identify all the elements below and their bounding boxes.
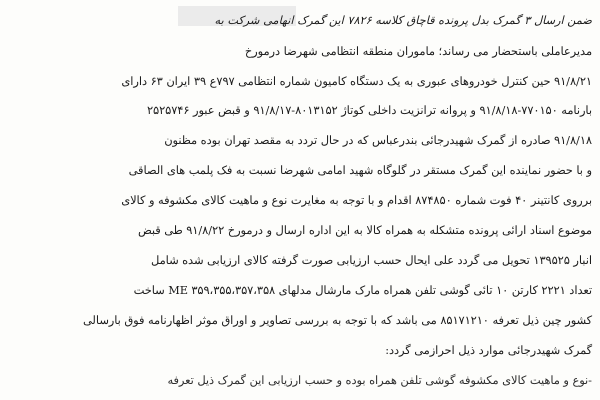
doc-line-5: ۹۱/۸/۱۸ صادره از گمرک شهیدرجائی بندرعباس که در حال تردد به مقصد تهران بوده مظنون [164,134,592,147]
doc-line-7: برروی کانتینر ۴۰ فوت شماره ۸۷۴۸۵۰ اقدام و با توجه به مغایرت نوع و ماهیت کالای مکشوفه و کالای [121,194,592,207]
doc-line-1: ضمن ارسال ۳ گمرک بدل پرونده قاچاق کلاسه ۷۸۲۶ این گمرک انهامی شرکت به [214,14,592,27]
doc-line-9: انبار ۱۳۹۵۲۵ تحویل می گردد علی ایحال حسب ارزیابی صورت گرفته کالای ارزیابی شده شامل [151,254,592,267]
doc-line-4: بارنامه ۷۷۰۱۵۰-۹۱/۸/۱۸ و پروانه ترانزیت داخلی کوتاژ ۸۰۱۳۱۵۲-۹۱/۸/۱۷ و قبض عبور ۲۵۲۵۷۴۶ [146,104,592,117]
doc-line-13: -نوع و ماهیت کالای مکشوفه گوشی تلفن همراه بوده و حسب ارزیابی این گمرک ذیل تعرفه [167,374,592,387]
doc-line-8: موضوع اسناد ارائی پرونده متشکله به همراه کالا به این اداره ارسال و درمورخ ۹۱/۸/۲۲ طی قبض [137,224,592,237]
doc-line-11: کشور چین ذیل تعرفه ۸۵۱۷۱۲۱۰ می باشد که با توجه به بررسی تصاویر و اوراق موثر اظهارنامه فوق بارسالی [83,314,592,327]
doc-line-6: و با حضور نماینده این گمرک مستقر در گلوگاه شهید امامی شهرضا نسبت به فک پلمب های الصاقی [128,164,592,177]
doc-line-12: گمرک شهیدرجائی موارد ذیل احرازمی گردد: [385,344,592,357]
doc-line-3: ۹۱/۸/۲۱ حین کنترل خودروهای عبوری به یک دستگاه کامیون شماره انتظامی ۷۹۷ع ۳۹ ایران ۶۳ دارای [121,75,592,88]
doc-line-10: تعداد ۲۲۲۱ کارتن ۱۰ تائی گوشی تلفن همراه مارک مارشال مدلهای ME ۳۵۹،۳۵۵،۳۵۷،۳۵۸ ساخت [133,284,592,297]
doc-line-2: مدیرعاملی باستحضار می رساند؛ ماموران منطقه انتظامی شهرضا درمورخ [244,45,592,58]
